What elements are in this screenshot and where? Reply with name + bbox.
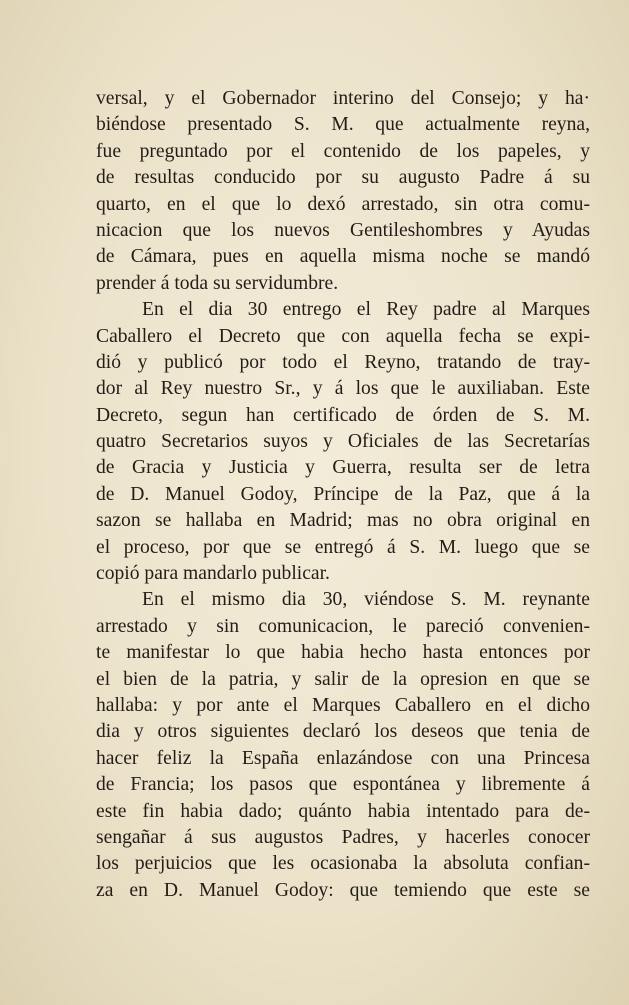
text-line: prender á toda su servidumbre. bbox=[96, 272, 339, 294]
text-line: nicacion que los nuevos Gentileshombres y Ayudas bbox=[96, 219, 590, 241]
paragraph-1 bbox=[96, 86, 590, 297]
text-line: arrestado y sin comunicacion, le pareció convenien- bbox=[96, 615, 590, 637]
text-line: Caballero el Decreto que con aquella fecha se expi- bbox=[96, 325, 590, 347]
text-line: sengañar á sus augustos Padres, y hacerles conocer bbox=[96, 826, 590, 848]
text-line: hacer feliz la España enlazándose con una Princesa bbox=[96, 747, 590, 769]
text-line: de Gracia y Justicia y Guerra, resulta ser de letra bbox=[96, 457, 590, 479]
text-line: En el mismo dia 30, viéndose S. M. reynante bbox=[142, 589, 590, 611]
text-line: versal, y el Gobernador interino del Consejo; y ha· bbox=[96, 88, 590, 109]
text-line: el bien de la patria, y salir de la opresion en que se bbox=[96, 668, 590, 690]
text-line: te manifestar lo que habia hecho hasta entonces por bbox=[96, 642, 590, 664]
text-line: de Francia; los pasos que espontánea y libremente á bbox=[96, 774, 590, 796]
text-line: de D. Manuel Godoy, Príncipe de la Paz, que á la bbox=[96, 483, 590, 505]
paragraph-3 bbox=[96, 587, 590, 904]
text-line: copió para mandarlo publicar. bbox=[96, 563, 330, 585]
text-line: quarto, en el que lo dexó arrestado, sin otra comu- bbox=[96, 193, 590, 215]
paragraph-2 bbox=[96, 297, 590, 587]
text-line: dor al Rey nuestro Sr., y á los que le auxiliaban. Este bbox=[96, 378, 590, 400]
text-line: En el dia 30 entrego el Rey padre al Marques bbox=[142, 299, 590, 321]
text-line: biéndose presentado S. M. que actualmente reyna, bbox=[96, 114, 590, 136]
text-line: de resultas conducido por su augusto Padre á su bbox=[96, 167, 590, 189]
text-line: sazon se hallaba en Madrid; mas no obra original en bbox=[96, 510, 590, 532]
text-line: los perjuicios que les ocasionaba la absoluta confian- bbox=[96, 853, 590, 875]
text-line: za en D. Manuel Godoy: que temiendo que este se bbox=[96, 879, 590, 901]
text-line: dió y publicó por todo el Reyno, tratando de tray- bbox=[96, 351, 590, 373]
text-line: hallaba: y por ante el Marques Caballero en el dicho bbox=[96, 694, 590, 716]
text-line: el proceso, por que se entregó á S. M. luego que se bbox=[96, 536, 590, 558]
text-line: fue preguntado por el contenido de los papeles, y bbox=[96, 140, 590, 162]
text-line: este fin habia dado; quánto habia intentado para de- bbox=[96, 800, 590, 822]
text-line: dia y otros siguientes declaró los deseos que tenia de bbox=[96, 721, 590, 743]
text-line: de Cámara, pues en aquella misma noche se mandó bbox=[96, 246, 590, 268]
page-text bbox=[96, 86, 590, 904]
text-line: Decreto, segun han certificado de órden de S. M. bbox=[96, 404, 590, 426]
text-line: quatro Secretarios suyos y Oficiales de las Secretarías bbox=[96, 431, 590, 453]
